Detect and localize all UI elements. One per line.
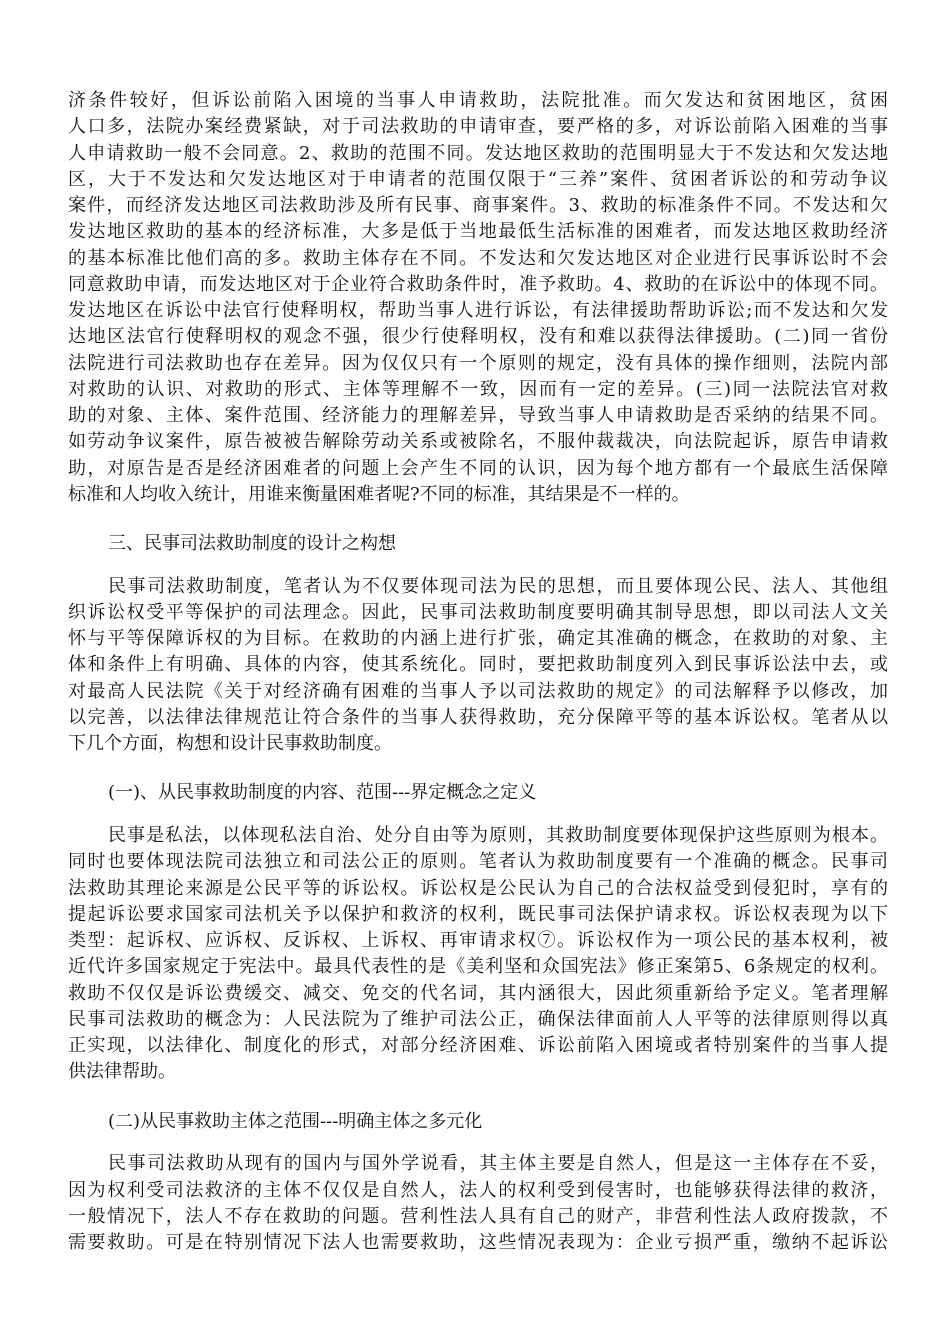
section-heading: 三、民事司法救助制度的设计之构想: [108, 533, 396, 554]
text-line: 人口多，法院办案经费紧缺，对于司法救助的申请审查，要严格的多，对诉讼前陷入困难的当事: [68, 116, 888, 138]
text-line: 如劳动争议案件，原告被被告解除劳动关系或被除名，不服仲裁裁决，向法院起诉，原告申请救: [68, 431, 888, 453]
text-line: 民事司法救助从现有的国内与国外学说看，其主体主要是自然人，但是这一主体存在不妥，: [108, 1153, 888, 1175]
text-line: 正实现，以法律化、制度化的形式，对部分经济困难、诉讼前陷入困境或者特别案件的当事人提: [68, 1035, 888, 1057]
text-line: 民事司法救助的概念为：人民法院为了维护司法公正，确保法律面前人人平等的法律原则得以真: [68, 1008, 888, 1030]
text-line: 区，大于不发达和欠发达地区对于申请者的范围仅限于“三养”案件、贫困者诉讼的和劳动争议: [68, 168, 888, 190]
text-line: 人申请救助一般不会同意。2、救助的范围不同。发达地区救助的范围明显大于不发达和欠发达地: [68, 142, 888, 164]
text-line: 需要救助。可是在特别情况下法人也需要救助，这些情况表现为：企业亏损严重，缴纳不起诉讼: [68, 1232, 888, 1253]
text-line: 助的对象、主体、案件范围、经济能力的理解差异，导致当事人申请救助是否采纳的结果不同。: [68, 405, 888, 426]
text-line: 标准和人均收入统计，用谁来衡量困难者呢?不同的标准，其结果是不一样的。: [68, 483, 690, 505]
text-line: 体和条件上有明确、具体的内容，使其系统化。同时，要把救助制度列入到民事诉讼法中去，或: [68, 654, 888, 676]
text-line: 达地区法官行使释明权的观念不强，很少行使释明权，没有和难以获得法律援助。(二)同一省份: [68, 326, 888, 348]
text-line: 织诉讼权受平等保护的司法理念。因此，民事司法救助制度要明确其制导思想，即以司法人文关: [68, 601, 888, 623]
text-line: 近代许多国家规定于宪法中。最具代表性的是《美利坚和众国宪法》修正案第5、6条规定的权利。: [68, 956, 888, 978]
text-line: 案件，而经济发达地区司法救助涉及所有民事、商事案件。3、救助的标准条件不同。不发达和欠: [68, 195, 888, 216]
subsection-heading: (二)从民事救助主体之范围---明确主体之多元化: [108, 1110, 483, 1132]
text-line: 济条件较好，但诉讼前陷入困境的当事人申请救助，法院批准。而欠发达和贫困地区，贫困: [68, 90, 888, 111]
text-line: 提起诉讼要求国家司法机关予以保护和救济的权利，既民事司法保护请求权。诉讼权表现为以下: [68, 903, 888, 925]
text-line: 类型：起诉权、应诉权、反诉权、上诉权、再审请求权⑦。诉讼权作为一项公民的基本权利，被: [68, 930, 888, 952]
text-line: 民事司法救助制度，笔者认为不仅要体现司法为民的思想，而且要体现公民、法人、其他组: [108, 575, 888, 597]
text-line: 发达地区在诉讼中法官行使释明权，帮助当事人进行诉讼，有法律援助帮助诉讼;而不发达和欠发: [68, 300, 888, 321]
text-line: 对救助的认识、对救助的形式、主体等理解不一致，因而有一定的差异。(三)同一法院法官对救: [68, 378, 888, 400]
text-line: 的基本标准比他们高的多。救助主体存在不同。不发达和欠发达地区对企业进行民事诉讼时不会: [68, 247, 888, 269]
text-line: 同时也要体现法院司法独立和司法公正的原则。笔者认为救助制度要有一个准确的概念。民事司: [68, 851, 888, 873]
text-line: 一般情况下，法人不存在救助的问题。营利性法人具有自己的财产，非营利性法人政府拨款，不: [68, 1205, 888, 1227]
text-line: 发达地区救助的基本的经济标准，大多是低于当地最低生活标准的困难者，而发达地区救助经济: [68, 221, 888, 243]
text-line: 供法律帮助。: [68, 1061, 176, 1083]
text-line: 法院进行司法救助也存在差异。因为仅仅只有一个原则的规定，没有具体的操作细则，法院内部: [68, 352, 888, 374]
text-line: 因为权利受司法救济的主体不仅仅是自然人，法人的权利受到侵害时，也能够获得法律的救济，: [68, 1179, 888, 1201]
text-line: 下几个方面，构想和设计民事救助制度。: [68, 733, 392, 755]
text-line: 以完善，以法律法律规范让符合条件的当事人获得救助，充分保障平等的基本诉讼权。笔者从以: [68, 706, 888, 728]
text-line: 法救助其理论来源是公民平等的诉讼权。诉讼权是公民认为自己的合法权益受到侵犯时，享有的: [68, 877, 888, 899]
subsection-heading: (一)、从民事救助制度的内容、范围---界定概念之定义: [108, 782, 537, 804]
text-line: 怀与平等保障诉权的为目标。在救助的内涵上进行扩张，确定其准确的概念，在救助的对象、主: [68, 628, 888, 650]
text-line: 民事是私法，以体现私法自治、处分自由等为原则，其救助制度要体现保护这些原则为根本。: [108, 825, 888, 847]
text-line: 对最高人民法院《关于对经济确有困难的当事人予以司法救助的规定》的司法解释予以修改，加: [68, 680, 888, 702]
text-line: 救助不仅仅是诉讼费缓交、减交、免交的代名词，其内涵很大，因此须重新给予定义。笔者理解: [68, 982, 888, 1004]
text-line: 助，对原告是否是经济困难者的问题上会产生不同的认识，因为每个地方都有一个最底生活保障: [68, 457, 888, 479]
text-line: 同意救助申请，而发达地区对于企业符合救助条件时，准予救助。4、救助的在诉讼中的体现不同。: [68, 273, 888, 295]
